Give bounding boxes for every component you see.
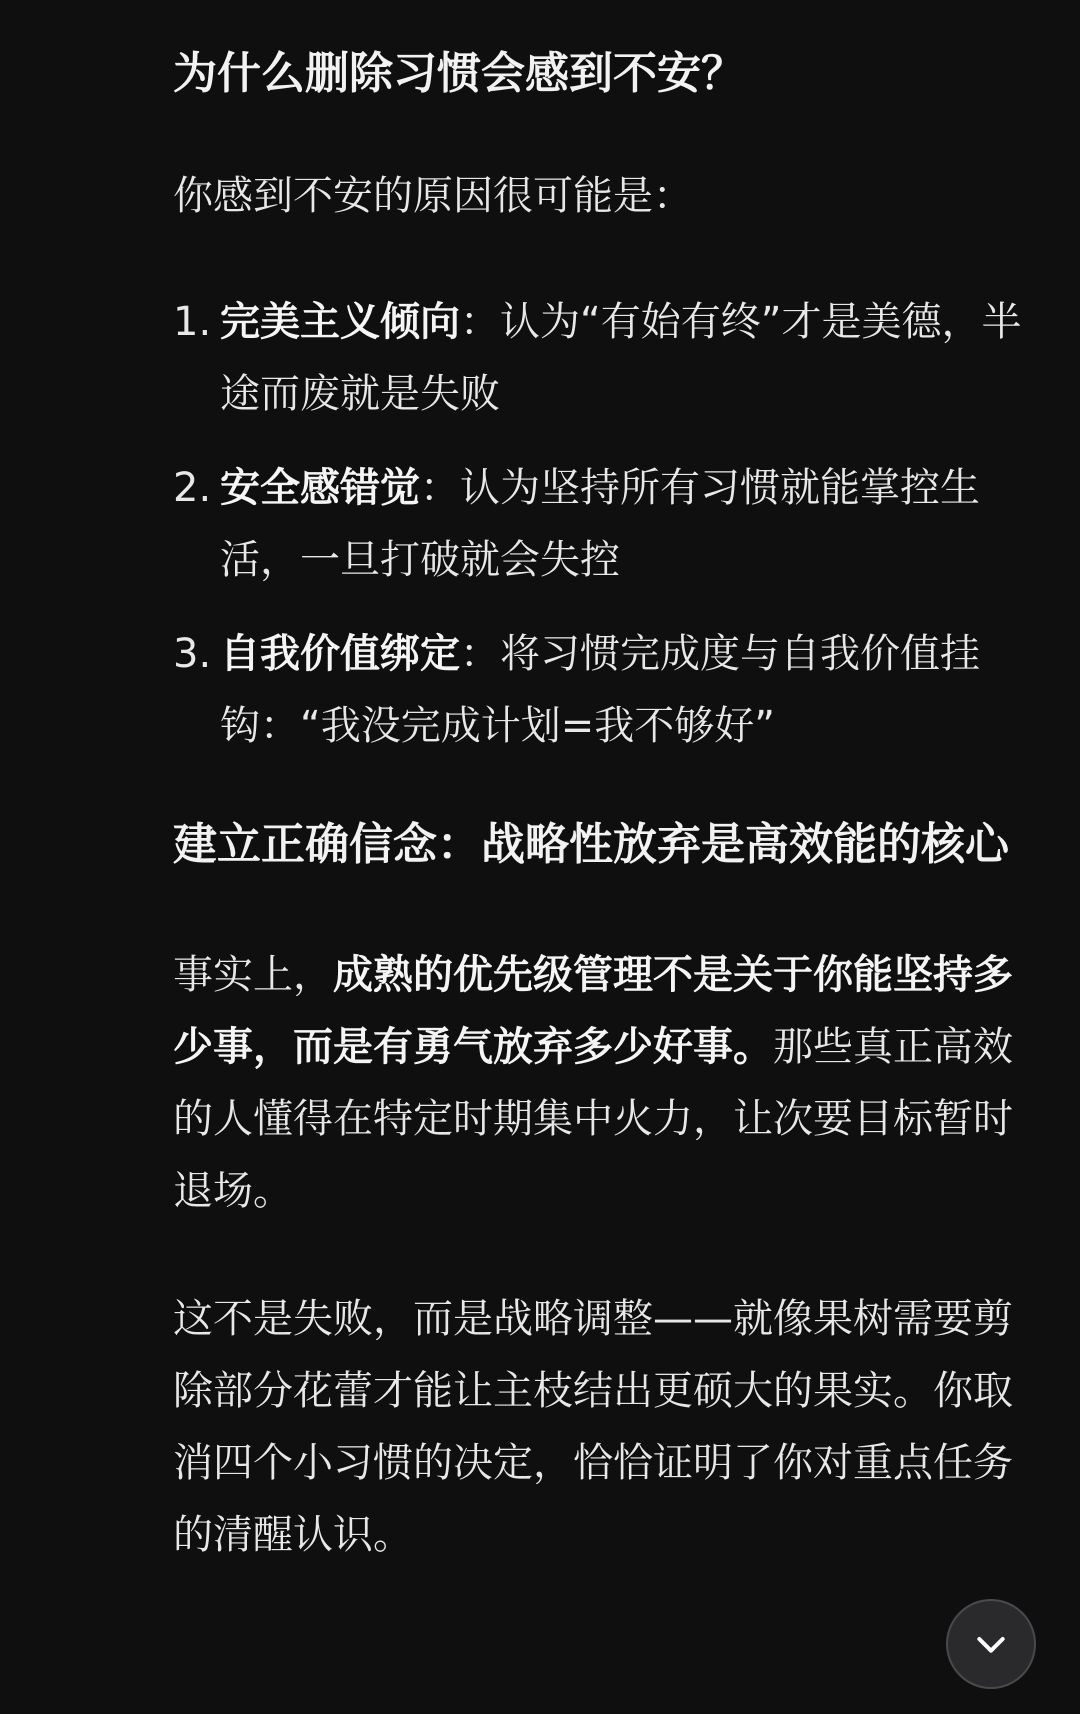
paragraph-lead: 事实上， — [173, 952, 333, 998]
chevron-down-icon — [971, 1624, 1011, 1664]
scroll-down-button[interactable] — [946, 1599, 1036, 1689]
list-number: 2. — [173, 465, 212, 511]
list-item-title: 安全感错觉 — [220, 465, 420, 511]
reasons-list — [173, 286, 1043, 762]
list-item-title: 自我价值绑定 — [220, 631, 460, 677]
paragraph-tail: 那些真正高效的人懂得在特定时期集中火力，让次要目标暂时退场。 — [173, 1024, 1013, 1214]
paragraph-emphasis: 成熟的优先级管理不是关于你能坚持多少事，而是有勇气放弃多少好事。 — [173, 952, 1013, 1070]
paragraph: 这不是失败，而是战略调整——就像果树需要剪除部分花蕾才能让主枝结出更硕大的果实。你取消四个小习惯的决定，恰恰证明了你对重点任务的清醒认识。 — [173, 1296, 1013, 1558]
list-item-text: ：将习惯完成度与自我价值挂钩：“我没完成计划=我不够好” — [220, 631, 980, 749]
list-item — [173, 618, 1043, 762]
list-item — [173, 286, 1043, 430]
list-item-title: 完美主义倾向 — [220, 299, 460, 345]
list-item — [173, 452, 1043, 596]
list-number: 1. — [173, 299, 212, 345]
section-heading: 建立正确信念：战略性放弃是高效能的核心 — [173, 819, 1009, 870]
list-item-text: ：认为坚持所有习惯就能掌控生活，一旦打破就会失控 — [220, 465, 980, 583]
intro-text: 你感到不安的原因很可能是： — [173, 173, 693, 219]
section-heading: 为什么删除习惯会感到不安？ — [173, 48, 745, 99]
paragraph — [173, 939, 1043, 1227]
list-number: 3. — [173, 631, 212, 677]
chat-message — [173, 0, 1043, 1571]
list-item-text: ：认为“有始有终”才是美德，半途而废就是失败 — [220, 299, 1022, 417]
